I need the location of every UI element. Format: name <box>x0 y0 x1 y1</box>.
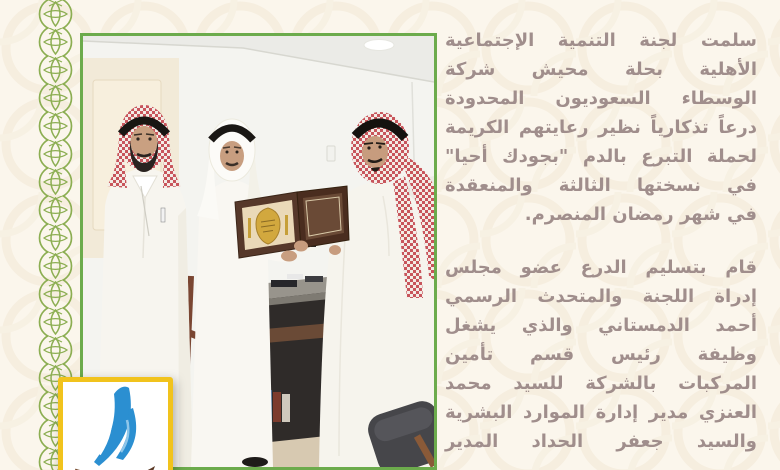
text-line: درعاً تذكارياً نظير رعايتهم الكريمة <box>445 117 757 138</box>
committee-logo <box>58 377 175 470</box>
shoe <box>242 457 268 467</box>
face-right <box>362 136 388 168</box>
text-line: والسيد جعفر الحداد المدير <box>445 431 757 452</box>
text-line: أحمد الدمستاني والذي يشغل <box>445 315 757 336</box>
text-line: إدراة اللجنة والمتحدث الرسمي <box>445 286 757 307</box>
text-line: في نسختها الثالثة والمنعقدة <box>445 175 757 196</box>
text-line: قام بتسليم الدرع عضو مجلس <box>445 257 757 278</box>
face-middle <box>220 141 244 171</box>
hand-right <box>294 241 308 252</box>
hand-middle <box>281 251 297 262</box>
text-line: لحملة التبرع بالدم "بجودك أحيا" <box>445 146 757 167</box>
text-line: وظيفة رئيس قسم تأمين <box>445 344 757 365</box>
ceiling-light <box>364 40 394 51</box>
paragraph-2 <box>445 253 757 456</box>
light-switch <box>327 146 335 161</box>
article-text <box>445 26 757 470</box>
text-line: المركبات بالشركة للسيد محمد <box>445 373 757 394</box>
text-line: في شهر رمضان المنصرم. <box>524 204 757 225</box>
text-line: سلمت لجنة التنمية الإجتماعية <box>445 30 757 51</box>
boat-hull <box>75 466 155 470</box>
paragraph-1 <box>445 26 757 229</box>
text-line: العنزي مدير إدارة الموارد البشرية <box>445 402 757 423</box>
sailboat-icon <box>63 382 168 470</box>
text-line: الوسطاء السعوديون المحدودة <box>445 88 757 109</box>
text-line: الأهلية بحلة محيش شركة <box>445 59 757 80</box>
face-left <box>131 126 158 158</box>
